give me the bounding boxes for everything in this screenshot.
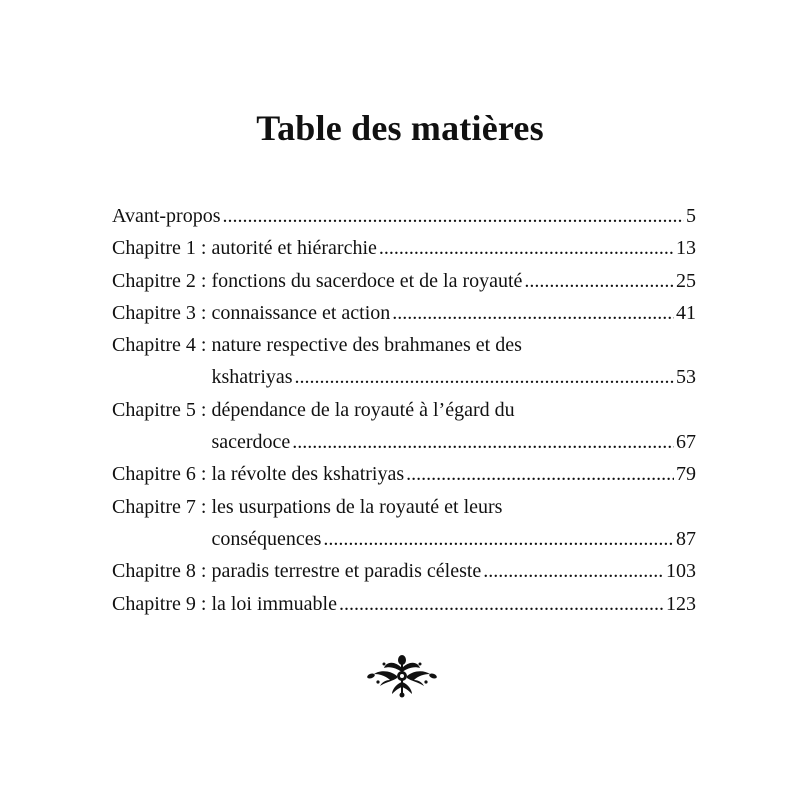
toc-page-number: 87	[676, 527, 696, 550]
dot-leader	[483, 555, 664, 587]
toc-entry-title: conséquences	[211, 527, 322, 550]
toc-entry-title: fonctions du sacerdoce et de la royauté	[211, 269, 523, 292]
toc-entry-prefix: Chapitre 9 :	[112, 592, 212, 615]
dot-leader	[323, 523, 674, 555]
toc-page-number: 25	[676, 269, 696, 292]
dot-leader	[295, 361, 674, 393]
toc-page-number: 53	[676, 366, 696, 389]
toc-entry	[112, 297, 696, 329]
toc-entry-title: autorité et hiérarchie	[211, 237, 377, 260]
toc-entry	[112, 200, 696, 232]
dot-leader	[392, 297, 674, 329]
toc-entry-title: kshatriyas	[211, 366, 293, 389]
toc-entry-prefix: Chapitre 5 :	[112, 398, 212, 421]
toc-page-number: 123	[666, 592, 696, 615]
toc-entry-prefix: Chapitre 2 :	[112, 269, 212, 292]
toc-entry	[112, 232, 696, 264]
toc-page-number: 79	[676, 463, 696, 486]
toc-entry-prefix: Chapitre 8 :	[112, 560, 212, 583]
toc-entry-title: nature respective des brahmanes et des	[211, 334, 522, 357]
toc-entry	[112, 265, 696, 297]
toc-entry-title: dépendance de la royauté à l’égard du	[211, 398, 515, 421]
toc-entry-title: la révolte des kshatriyas	[211, 463, 405, 486]
toc-entry-title: connaissance et action	[211, 301, 391, 324]
toc-entry-title: Avant-propos	[112, 205, 221, 227]
floral-ornament-icon	[366, 654, 438, 698]
toc-entry-prefix: Chapitre 1 :	[112, 237, 212, 260]
toc-entry	[112, 329, 696, 394]
toc-entry-prefix: Chapitre 3 :	[112, 301, 212, 324]
toc-entry	[112, 555, 696, 587]
toc-entry	[112, 394, 696, 459]
toc-entry-title: les usurpations de la royauté et leurs	[211, 495, 503, 518]
toc-entry-prefix: Chapitre 6 :	[112, 463, 212, 486]
toc-page-number: 5	[686, 205, 696, 227]
dot-leader	[406, 458, 674, 490]
toc-entry	[112, 491, 696, 556]
dot-leader	[292, 426, 674, 458]
toc-entry-title: paradis terrestre et paradis céleste	[211, 560, 482, 583]
toc-entry	[112, 458, 696, 490]
dot-leader	[223, 200, 685, 232]
toc-page-number: 103	[666, 560, 696, 583]
toc-entry-title: sacerdoce	[211, 431, 291, 454]
dot-leader	[524, 265, 674, 297]
dot-leader	[379, 232, 674, 264]
toc-entry-prefix: Chapitre 7 :	[112, 495, 212, 518]
table-of-contents	[112, 200, 696, 620]
toc-page-number: 41	[676, 301, 696, 324]
toc-entry	[112, 588, 696, 620]
toc-entry-title: la loi immuable	[211, 592, 337, 615]
toc-page-number: 13	[676, 237, 696, 260]
toc-page-number: 67	[676, 431, 696, 454]
dot-leader	[339, 588, 664, 620]
page-title: Table des matières	[256, 108, 544, 148]
toc-entry-prefix: Chapitre 4 :	[112, 334, 212, 357]
